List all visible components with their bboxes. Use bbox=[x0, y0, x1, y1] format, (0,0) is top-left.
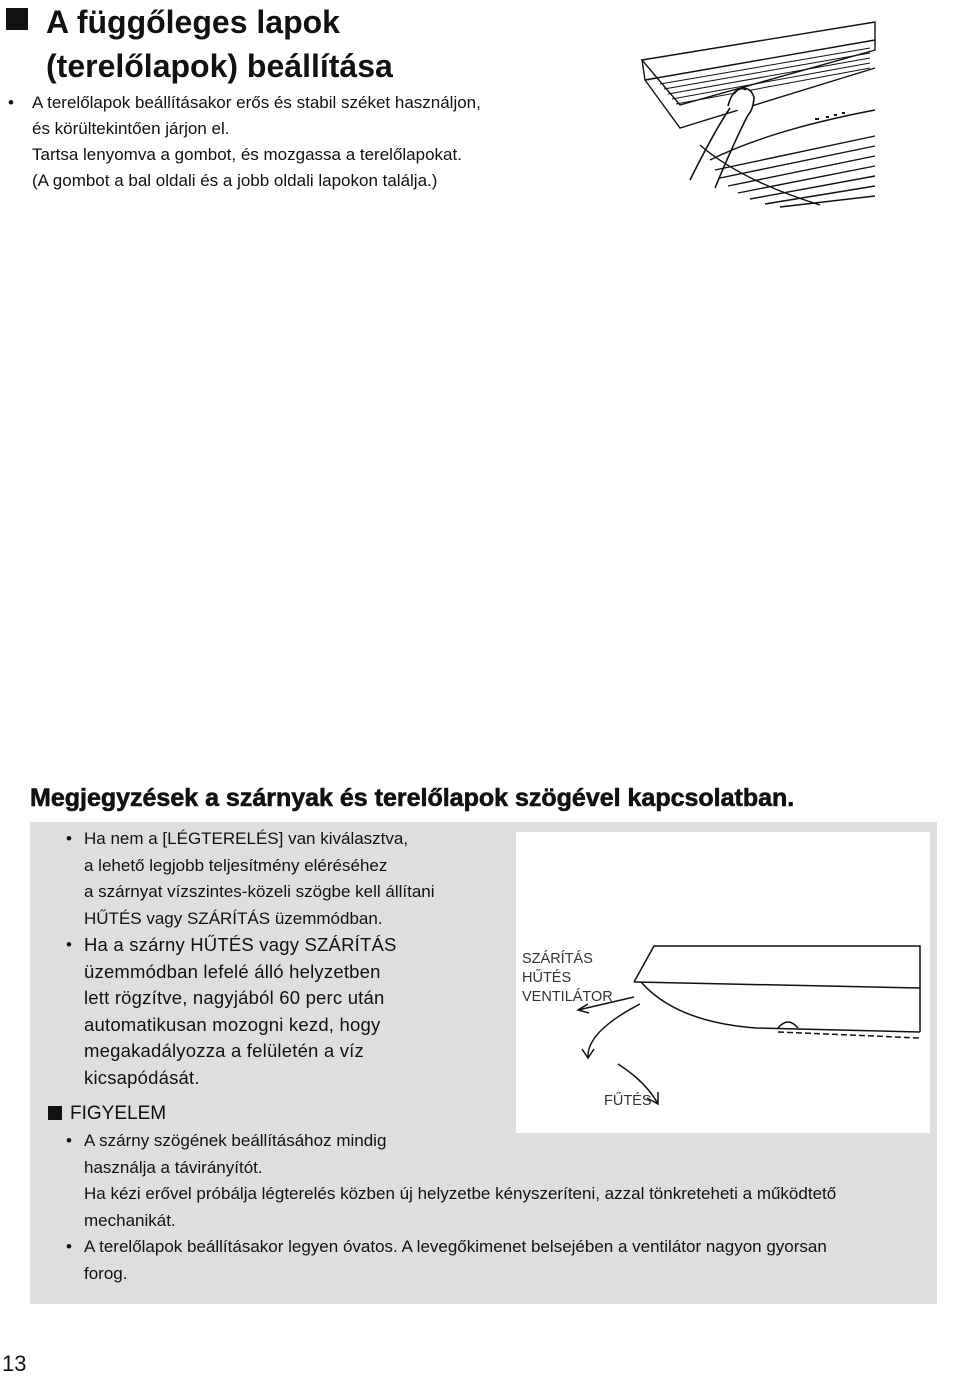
notes-text-line: lett rögzítve, nagyjából 60 perc után bbox=[84, 987, 385, 1008]
notes-text-line: HŰTÉS vagy SZÁRÍTÁS üzemmódban. bbox=[84, 908, 383, 928]
instruction-line bbox=[8, 116, 568, 142]
caution-list bbox=[66, 1128, 926, 1287]
caution-text-line: A terelőlapok beállításakor legyen óvatos. A levegőkimenet belsejében a ventilátor nagyon gyorsan bbox=[84, 1237, 827, 1256]
section-title bbox=[46, 0, 586, 88]
section-title-line-2: (terelőlapok) beállítása bbox=[46, 48, 393, 84]
notes-text-line: üzemmódban lefelé álló helyzetben bbox=[84, 960, 381, 982]
caution-item bbox=[66, 1234, 926, 1287]
bullet-mark: • bbox=[66, 1237, 72, 1256]
notes-text-line: kicsapódását. bbox=[84, 1066, 200, 1088]
instruction-line bbox=[8, 168, 568, 194]
notes-text-line: Ha a szárny HŰTÉS vagy SZÁRÍTÁS bbox=[84, 934, 397, 955]
notes-item bbox=[66, 932, 506, 1091]
instruction-text: Tartsa lenyomva a gombot, és mozgassa a terelőlapokat. bbox=[32, 145, 462, 164]
instruction-text: és körültekintően járjon el. bbox=[32, 119, 230, 138]
caution-text-line: A szárny szögének beállításához mindig bbox=[84, 1131, 387, 1150]
caution-text-line: Ha kézi erővel próbálja légterelés közben új helyzetbe kényszeríteni, azzal tönkreteheti a működtető bbox=[84, 1184, 837, 1203]
instruction-line bbox=[8, 90, 568, 116]
mode-label-drying: SZÁRÍTÁS bbox=[522, 951, 593, 967]
notes-text-line: megakadályozza a felületén a víz bbox=[84, 1040, 364, 1061]
instruction-text: (A gombot a bal oldali és a jobb oldali lapokon találja.) bbox=[32, 171, 438, 190]
instruction-text: A terelőlapok beállításakor erős és stabil széket használjon, bbox=[32, 93, 481, 112]
section-marker-square bbox=[6, 8, 28, 30]
bullet-mark: • bbox=[66, 935, 72, 954]
page-number: 13 bbox=[2, 1351, 27, 1376]
vane-adjust-instructions bbox=[8, 90, 568, 194]
mode-label-heating: FŰTÉS bbox=[604, 1093, 652, 1109]
notes-heading: Megjegyzések a szárnyak és terelőlapok szögével kapcsolatban. bbox=[30, 784, 795, 812]
caution-heading bbox=[48, 1102, 166, 1126]
mode-label-cooling: HŰTÉS bbox=[522, 970, 572, 986]
bullet-mark: • bbox=[8, 93, 14, 112]
notes-list bbox=[66, 826, 506, 1091]
caution-marker-square bbox=[48, 1106, 62, 1120]
bullet-mark: • bbox=[66, 1131, 72, 1150]
vane-angle-diagram bbox=[516, 832, 930, 1133]
notes-text-line: Ha nem a [LÉGTERELÉS] van kiválasztva, bbox=[84, 829, 409, 848]
vane-angle-drawing bbox=[516, 832, 930, 1133]
caution-text-line: használja a távirányítót. bbox=[84, 1157, 263, 1177]
notes-text-line: automatikusan mozogni kezd, hogy bbox=[84, 1013, 381, 1035]
bullet-mark: • bbox=[66, 829, 72, 848]
notes-text-line: a szárnyat vízszintes-közeli szögbe kell állítani bbox=[84, 882, 435, 901]
notes-text-line: a lehető legjobb teljesítmény eléréséhez bbox=[84, 855, 388, 875]
hand-adjusting-vane-illustration bbox=[620, 10, 880, 210]
caution-text-line: forog. bbox=[84, 1263, 128, 1283]
caution-item bbox=[66, 1128, 926, 1234]
notes-item bbox=[66, 826, 506, 932]
caution-text-line: mechanikát. bbox=[84, 1210, 176, 1230]
caution-heading-text: FIGYELEM bbox=[70, 1103, 167, 1124]
instruction-line bbox=[8, 142, 568, 168]
section-title-line-1: A függőleges lapok bbox=[46, 4, 340, 40]
mode-label-fan: VENTILÁTOR bbox=[522, 989, 613, 1005]
